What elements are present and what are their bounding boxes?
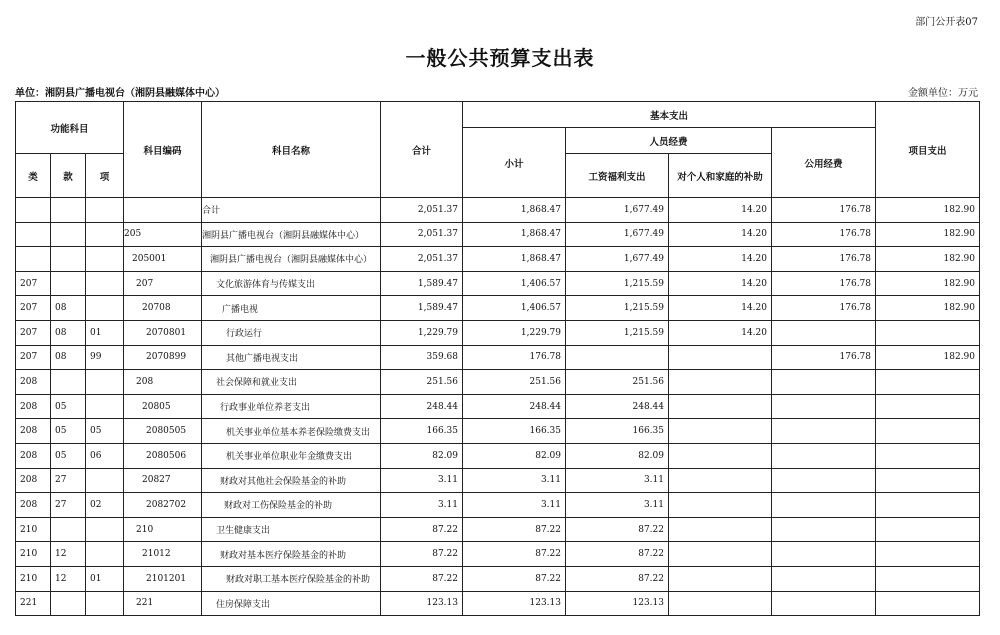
cell-total: 166.35 — [381, 419, 463, 444]
cell-total: 2,051.37 — [381, 247, 463, 272]
table-row — [16, 394, 980, 419]
cell-public: 176.78 — [772, 222, 876, 247]
cell-name: 行政事业单位养老支出 — [202, 394, 381, 419]
cell-project — [876, 468, 980, 493]
cell-public: 176.78 — [772, 247, 876, 272]
cell-project — [876, 542, 980, 567]
cell-total: 1,589.47 — [381, 271, 463, 296]
table-row — [16, 247, 980, 272]
cell-project: 182.90 — [876, 345, 980, 370]
cell-xiang: 05 — [86, 419, 124, 444]
cell-subsidy: 14.20 — [669, 320, 772, 345]
cell-subtotal: 1,406.57 — [463, 296, 566, 321]
cell-public — [772, 443, 876, 468]
header-total: 合计 — [381, 102, 463, 198]
cell-project — [876, 591, 980, 616]
cell-xiang — [86, 198, 124, 223]
cell-subtotal: 248.44 — [463, 394, 566, 419]
cell-subtotal: 251.56 — [463, 370, 566, 395]
cell-kuan: 05 — [51, 394, 86, 419]
cell-lei — [16, 222, 51, 247]
cell-subsidy — [669, 493, 772, 518]
amount-unit-label: 金额单位：万元 — [908, 88, 978, 99]
header-func-subject: 功能科目 — [16, 102, 124, 154]
cell-subtotal: 1,406.57 — [463, 271, 566, 296]
cell-subtotal: 1,868.47 — [463, 222, 566, 247]
cell-public: 176.78 — [772, 345, 876, 370]
cell-subsidy: 14.20 — [669, 222, 772, 247]
cell-name: 广播电视 — [202, 296, 381, 321]
cell-subsidy: 14.20 — [669, 247, 772, 272]
cell-code: 2080506 — [124, 443, 202, 468]
cell-lei: 210 — [16, 517, 51, 542]
cell-subsidy: 14.20 — [669, 271, 772, 296]
cell-lei: 208 — [16, 493, 51, 518]
cell-wages: 1,215.59 — [566, 296, 669, 321]
table-row — [16, 419, 980, 444]
cell-public: 176.78 — [772, 271, 876, 296]
cell-subsidy — [669, 566, 772, 591]
cell-wages: 1,677.49 — [566, 198, 669, 223]
cell-total: 2,051.37 — [381, 222, 463, 247]
cell-kuan: 12 — [51, 542, 86, 567]
cell-lei: 208 — [16, 370, 51, 395]
cell-subsidy: 14.20 — [669, 296, 772, 321]
table-row — [16, 591, 980, 616]
cell-code: 21012 — [124, 542, 202, 567]
cell-total: 123.13 — [381, 591, 463, 616]
header-basic: 基本支出 — [463, 102, 876, 128]
cell-code: 208 — [124, 370, 202, 395]
cell-subsidy — [669, 419, 772, 444]
cell-xiang — [86, 591, 124, 616]
cell-code: 20827 — [124, 468, 202, 493]
cell-kuan: 05 — [51, 419, 86, 444]
table-row — [16, 320, 980, 345]
cell-total: 3.11 — [381, 493, 463, 518]
cell-subtotal: 1,229.79 — [463, 320, 566, 345]
cell-wages: 3.11 — [566, 468, 669, 493]
cell-wages: 3.11 — [566, 493, 669, 518]
cell-subsidy: 14.20 — [669, 198, 772, 223]
cell-project — [876, 370, 980, 395]
table-row — [16, 345, 980, 370]
cell-kuan: 05 — [51, 443, 86, 468]
table-row — [16, 296, 980, 321]
cell-total: 1,229.79 — [381, 320, 463, 345]
cell-name: 机关事业单位职业年金缴费支出 — [202, 443, 381, 468]
cell-subsidy — [669, 591, 772, 616]
table-row — [16, 370, 980, 395]
cell-total: 359.68 — [381, 345, 463, 370]
cell-lei — [16, 198, 51, 223]
cell-total: 87.22 — [381, 542, 463, 567]
cell-subtotal: 1,868.47 — [463, 247, 566, 272]
header-subject-name: 科目名称 — [202, 102, 381, 198]
cell-subsidy — [669, 443, 772, 468]
unit-label: 单位：湘阴县广播电视台（湘阴县融媒体中心） — [15, 88, 225, 99]
cell-xiang: 01 — [86, 566, 124, 591]
header-public: 公用经费 — [772, 128, 876, 198]
header-kuan: 款 — [51, 154, 86, 198]
form-number-label: 部门公开表07 — [915, 17, 978, 28]
table-row — [16, 468, 980, 493]
cell-project — [876, 320, 980, 345]
cell-name: 社会保障和就业支出 — [202, 370, 381, 395]
cell-public — [772, 566, 876, 591]
cell-xiang: 99 — [86, 345, 124, 370]
header-subject-code: 科目编码 — [124, 102, 202, 198]
cell-code: 205 — [124, 222, 202, 247]
table-row — [16, 517, 980, 542]
cell-subtotal: 87.22 — [463, 517, 566, 542]
cell-lei: 207 — [16, 271, 51, 296]
cell-project — [876, 493, 980, 518]
cell-lei: 208 — [16, 419, 51, 444]
cell-xiang: 06 — [86, 443, 124, 468]
cell-kuan — [51, 591, 86, 616]
cell-total: 251.56 — [381, 370, 463, 395]
budget-table — [15, 101, 980, 616]
cell-public — [772, 394, 876, 419]
cell-xiang — [86, 271, 124, 296]
cell-kuan: 27 — [51, 468, 86, 493]
cell-wages: 87.22 — [566, 566, 669, 591]
cell-xiang: 01 — [86, 320, 124, 345]
cell-public — [772, 542, 876, 567]
cell-xiang — [86, 394, 124, 419]
cell-name: 其他广播电视支出 — [202, 345, 381, 370]
cell-lei — [16, 247, 51, 272]
cell-lei: 208 — [16, 394, 51, 419]
cell-project — [876, 419, 980, 444]
header-wages: 工资福利支出 — [566, 154, 669, 198]
cell-kuan — [51, 271, 86, 296]
table-row — [16, 443, 980, 468]
cell-name: 财政对基本医疗保险基金的补助 — [202, 542, 381, 567]
cell-kuan: 08 — [51, 296, 86, 321]
cell-kuan: 08 — [51, 320, 86, 345]
cell-total: 87.22 — [381, 566, 463, 591]
cell-lei: 207 — [16, 345, 51, 370]
cell-project — [876, 443, 980, 468]
cell-public — [772, 419, 876, 444]
cell-xiang: 02 — [86, 493, 124, 518]
header-personnel: 人员经费 — [566, 128, 772, 154]
cell-code: 221 — [124, 591, 202, 616]
cell-project: 182.90 — [876, 247, 980, 272]
cell-kuan — [51, 517, 86, 542]
cell-kuan — [51, 247, 86, 272]
cell-xiang — [86, 542, 124, 567]
cell-lei: 207 — [16, 320, 51, 345]
cell-subtotal: 176.78 — [463, 345, 566, 370]
cell-total: 82.09 — [381, 443, 463, 468]
cell-name: 湘阴县广播电视台（湘阴县融媒体中心） — [202, 247, 381, 272]
cell-kuan — [51, 198, 86, 223]
cell-subsidy — [669, 345, 772, 370]
cell-subsidy — [669, 370, 772, 395]
cell-public — [772, 468, 876, 493]
table-row — [16, 198, 980, 223]
cell-name: 卫生健康支出 — [202, 517, 381, 542]
table-row — [16, 222, 980, 247]
header-project: 项目支出 — [876, 102, 980, 198]
cell-lei: 210 — [16, 566, 51, 591]
table-header — [16, 102, 980, 198]
cell-public — [772, 370, 876, 395]
cell-name: 住房保障支出 — [202, 591, 381, 616]
table-row — [16, 542, 980, 567]
cell-subsidy — [669, 394, 772, 419]
cell-wages: 1,677.49 — [566, 247, 669, 272]
cell-subtotal: 1,868.47 — [463, 198, 566, 223]
cell-wages: 123.13 — [566, 591, 669, 616]
cell-total: 248.44 — [381, 394, 463, 419]
cell-public — [772, 320, 876, 345]
cell-code — [124, 198, 202, 223]
cell-subtotal: 82.09 — [463, 443, 566, 468]
cell-wages: 251.56 — [566, 370, 669, 395]
cell-subtotal: 87.22 — [463, 566, 566, 591]
cell-project — [876, 517, 980, 542]
cell-name: 合计 — [202, 198, 381, 223]
table-row — [16, 493, 980, 518]
cell-total: 87.22 — [381, 517, 463, 542]
cell-xiang — [86, 247, 124, 272]
cell-subtotal: 123.13 — [463, 591, 566, 616]
cell-wages: 1,215.59 — [566, 320, 669, 345]
cell-project: 182.90 — [876, 222, 980, 247]
cell-project — [876, 394, 980, 419]
cell-xiang — [86, 222, 124, 247]
cell-project: 182.90 — [876, 198, 980, 223]
cell-code: 2070899 — [124, 345, 202, 370]
cell-subtotal: 87.22 — [463, 542, 566, 567]
cell-subtotal: 166.35 — [463, 419, 566, 444]
cell-lei: 208 — [16, 468, 51, 493]
cell-lei: 207 — [16, 296, 51, 321]
cell-code: 207 — [124, 271, 202, 296]
cell-subtotal: 3.11 — [463, 468, 566, 493]
cell-xiang — [86, 517, 124, 542]
header-lei: 类 — [16, 154, 51, 198]
cell-wages: 87.22 — [566, 517, 669, 542]
page-title: 一般公共预算支出表 — [405, 46, 595, 70]
cell-wages: 87.22 — [566, 542, 669, 567]
cell-lei: 210 — [16, 542, 51, 567]
cell-wages: 248.44 — [566, 394, 669, 419]
header-subtotal: 小计 — [463, 128, 566, 198]
cell-lei: 221 — [16, 591, 51, 616]
table-row — [16, 271, 980, 296]
cell-xiang — [86, 468, 124, 493]
cell-code: 210 — [124, 517, 202, 542]
cell-subsidy — [669, 542, 772, 567]
cell-public — [772, 591, 876, 616]
cell-subsidy — [669, 517, 772, 542]
cell-name: 财政对其他社会保险基金的补助 — [202, 468, 381, 493]
cell-code: 2070801 — [124, 320, 202, 345]
cell-public: 176.78 — [772, 296, 876, 321]
cell-wages: 166.35 — [566, 419, 669, 444]
cell-subtotal: 3.11 — [463, 493, 566, 518]
cell-code: 2082702 — [124, 493, 202, 518]
cell-project — [876, 566, 980, 591]
cell-project: 182.90 — [876, 271, 980, 296]
cell-kuan: 27 — [51, 493, 86, 518]
cell-total: 1,589.47 — [381, 296, 463, 321]
cell-wages: 82.09 — [566, 443, 669, 468]
cell-code: 20805 — [124, 394, 202, 419]
cell-total: 2,051.37 — [381, 198, 463, 223]
cell-name: 机关事业单位基本养老保险缴费支出 — [202, 419, 381, 444]
cell-public: 176.78 — [772, 198, 876, 223]
cell-name: 文化旅游体育与传媒支出 — [202, 271, 381, 296]
cell-code: 2080505 — [124, 419, 202, 444]
cell-name: 湘阴县广播电视台（湘阴县融媒体中心） — [202, 222, 381, 247]
cell-kuan: 12 — [51, 566, 86, 591]
table-body — [16, 198, 980, 616]
cell-kuan: 08 — [51, 345, 86, 370]
cell-code: 205001 — [124, 247, 202, 272]
cell-code: 20708 — [124, 296, 202, 321]
cell-kuan — [51, 370, 86, 395]
cell-lei: 208 — [16, 443, 51, 468]
cell-name: 行政运行 — [202, 320, 381, 345]
cell-wages — [566, 345, 669, 370]
cell-subsidy — [669, 468, 772, 493]
header-subsidy: 对个人和家庭的补助 — [669, 154, 772, 198]
cell-public — [772, 493, 876, 518]
cell-name: 财政对职工基本医疗保险基金的补助 — [202, 566, 381, 591]
cell-public — [772, 517, 876, 542]
cell-wages: 1,677.49 — [566, 222, 669, 247]
cell-xiang — [86, 370, 124, 395]
cell-kuan — [51, 222, 86, 247]
table-row — [16, 566, 980, 591]
cell-total: 3.11 — [381, 468, 463, 493]
cell-name: 财政对工伤保险基金的补助 — [202, 493, 381, 518]
cell-wages: 1,215.59 — [566, 271, 669, 296]
cell-code: 2101201 — [124, 566, 202, 591]
cell-project: 182.90 — [876, 296, 980, 321]
header-xiang: 项 — [86, 154, 124, 198]
cell-xiang — [86, 296, 124, 321]
